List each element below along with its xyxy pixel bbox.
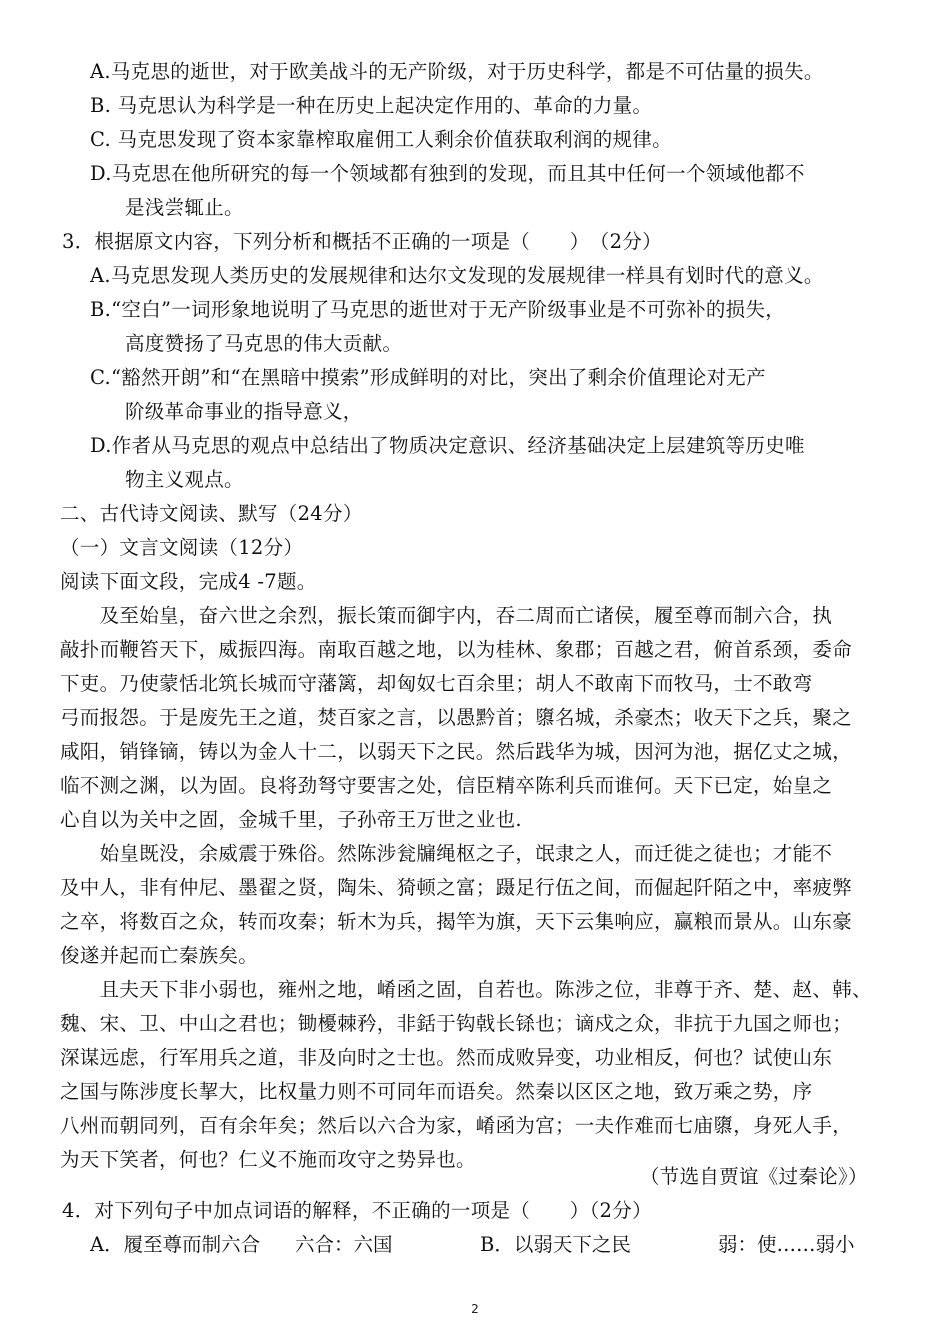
passage-line: 及至始皇，奋六世之余烈，振长策而御宇内，吞二周而亡诸侯，履至尊而制六合，执 bbox=[60, 604, 833, 627]
q4-option-a-gloss: 六合：六国 bbox=[295, 1233, 393, 1256]
passage-line: 俊遂并起而亡秦族矣。 bbox=[60, 944, 259, 967]
q4-option-b-gloss: 弱：使……弱小 bbox=[718, 1233, 855, 1256]
q3-option-c: C.“豁然开朗”和“在黑暗中摸索”形成鲜明的对比，突出了剩余价值理论对无产 bbox=[90, 366, 766, 389]
passage-line: 魏、宋、卫、中山之君也；锄櫌棘矜，非銛于钩戟长铩也；谪戍之众，非抗于九国之师也； bbox=[60, 1012, 853, 1035]
page-number: 2 bbox=[471, 1302, 479, 1316]
q4-option-a-sentence: A．履至尊而制六合 bbox=[90, 1233, 261, 1256]
q4-stem: 4．对下列句子中加点词语的解释，不正确的一项是（ ）（2分） bbox=[62, 1199, 652, 1222]
q3-option-d-continued: 物主义观点。 bbox=[125, 468, 244, 491]
passage-line: 敲扑而鞭笞天下，威振四海。南取百越之地，以为桂林、象郡；百越之君，俯首系颈，委命 bbox=[60, 638, 853, 661]
passage-source: （节选自贾谊《过秦论》） bbox=[640, 1165, 868, 1188]
q3-option-d: D.作者从马克思的观点中总结出了物质决定意识、经济基础决定上层建筑等历史唯 bbox=[90, 434, 805, 457]
subsection-1-title: （一）文言文阅读（12分） bbox=[60, 536, 304, 559]
passage-line: 八州而朝同列，百有余年矣；然后以六合为家，崤函为宫；一夫作难而七庙隳，身死人手， bbox=[60, 1114, 853, 1137]
q3-option-b: B.“空白”一词形象地说明了马克思的逝世对于无产阶级事业是不可弥补的损失， bbox=[90, 298, 786, 321]
passage-line: 下吏。乃使蒙恬北筑长城而守藩篱，却匈奴七百余里；胡人不敢南下而牧马，士不敢弯 bbox=[60, 672, 813, 695]
q2-option-d-continued: 是浅尝辄止。 bbox=[125, 196, 244, 219]
passage-line: 之国与陈涉度长挈大，比权量力则不可同年而语矣。然秦以区区之地，致万乘之势，序 bbox=[60, 1080, 813, 1103]
passage-line: 且夫天下非小弱也，雍州之地，崤函之固，自若也。陈涉之位，非尊于齐、楚、赵、韩、 bbox=[60, 978, 872, 1001]
q2-option-a: A.马克思的逝世，对于欧美战斗的无产阶级，对于历史科学，都是不可估量的损失。 bbox=[90, 60, 824, 83]
section-2-title: 二、古代诗文阅读、默写（24分） bbox=[60, 502, 363, 525]
passage-line: 为天下笑者，何也？仁义不施而攻守之势异也。 bbox=[60, 1148, 476, 1171]
passage-line: 及中人，非有仲尼、墨翟之贤，陶朱、猗顿之富；蹑足行伍之间，而倔起阡陌之中，率疲弊 bbox=[60, 876, 853, 899]
q2-option-d: D.马克思在他所研究的每一个领域都有独到的发现，而且其中任何一个领域他都不 bbox=[90, 162, 805, 185]
q3-option-c-continued: 阶级革命事业的指导意义， bbox=[125, 400, 363, 423]
q3-stem: 3．根据原文内容，下列分析和概括不正确的一项是（ ） （2分） bbox=[62, 230, 662, 253]
passage-line: 弓而报怨。于是废先王之道，焚百家之言，以愚黔首；隳名城，杀豪杰；收天下之兵，聚之 bbox=[60, 706, 853, 729]
q2-option-c: C. 马克思发现了资本家靠榨取雇佣工人剩余价值获取利润的规律。 bbox=[90, 128, 672, 151]
passage-line: 心自以为关中之固，金城千里，子孙帝王万世之业也. bbox=[60, 808, 522, 831]
q3-option-a: A.马克思发现人类历史的发展规律和达尔文发现的发展规律一样具有划时代的意义。 bbox=[90, 264, 824, 287]
passage-line: 始皇既没，余威震于殊俗。然陈涉瓮牖绳枢之子，氓隶之人，而迁徙之徒也；才能不 bbox=[60, 842, 833, 865]
passage-line: 临不测之渊，以为固。良将劲弩守要害之处，信臣精卒陈利兵而谁何。天下已定，始皇之 bbox=[60, 774, 833, 797]
q2-option-b: B. 马克思认为科学是一种在历史上起决定作用的、革命的力量。 bbox=[90, 94, 653, 117]
passage-line: 咸阳，销锋镝，铸以为金人十二，以弱天下之民。然后践华为城，因河为池，据亿丈之城， bbox=[60, 740, 853, 763]
reading-instruction: 阅读下面文段，完成4 -7题。 bbox=[60, 570, 317, 593]
q3-option-b-continued: 高度赞扬了马克思的伟大贡献。 bbox=[125, 332, 403, 355]
passage-line: 之卒，将数百之众，转而攻秦；斩木为兵，揭竿为旗，天下云集响应，赢粮而景从。山东豪 bbox=[60, 910, 853, 933]
q4-option-b-sentence: B．以弱天下之民 bbox=[480, 1233, 631, 1256]
passage-line: 深谋远虑，行军用兵之道，非及向时之士也。然而成败异变，功业相反，何也？试使山东 bbox=[60, 1046, 833, 1069]
